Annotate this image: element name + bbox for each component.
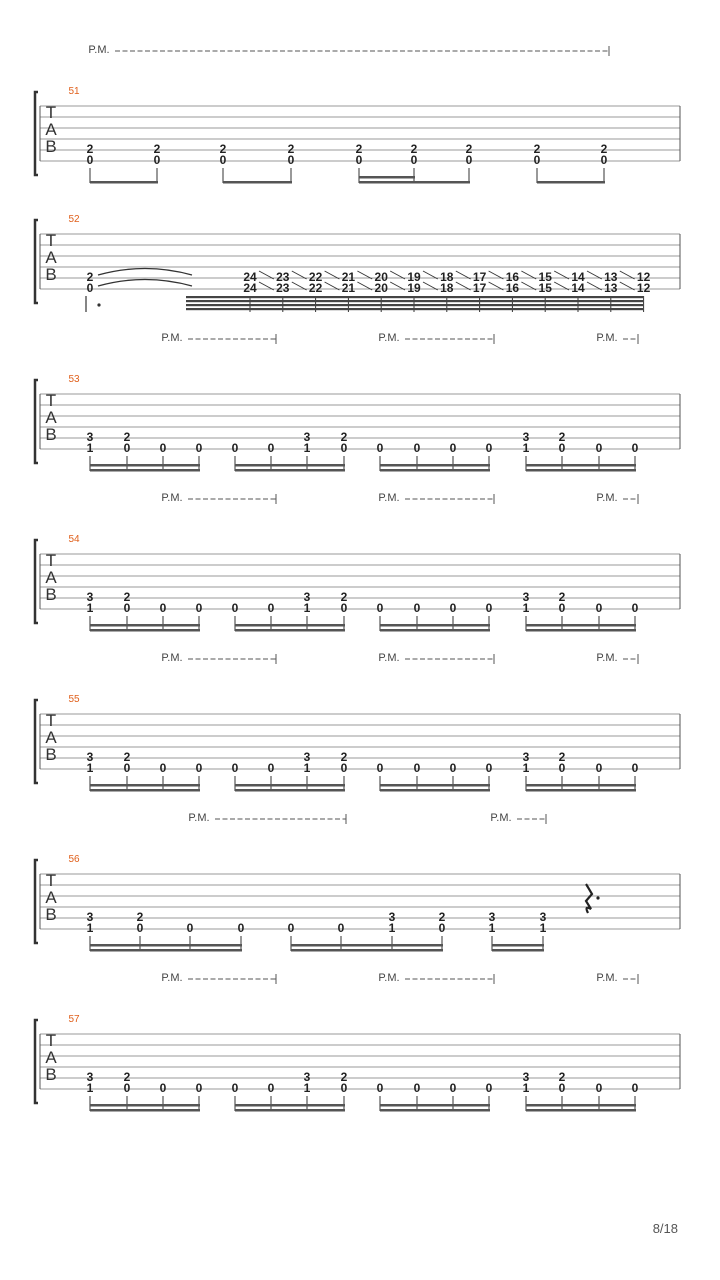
fret-number: 1 [303,441,311,455]
fret-number: 2 [558,750,566,764]
tie-arc [98,280,192,287]
palm-mute-label: P.M. [378,492,400,504]
beam [235,629,345,632]
palm-mute-label: P.M. [161,652,183,664]
beam [380,464,490,467]
fret-number: 3 [522,590,530,604]
beam [235,784,345,787]
fret-number: 0 [410,153,418,167]
fret-number: 0 [595,1081,603,1095]
fret-number: 0 [595,601,603,615]
fret-number: 2 [340,750,348,764]
palm-mute-label: P.M. [161,972,183,984]
system-bracket [35,92,38,175]
palm-mute-label: P.M. [596,332,618,344]
beam [492,944,544,947]
fret-number: 0 [267,601,275,615]
fret-number: 0 [449,441,457,455]
fret-number: 2 [340,590,348,604]
fret-number: 0 [337,921,345,935]
fret-number: 13 [604,270,618,284]
measure-57 [35,972,680,1112]
tab-clef-letter: A [45,248,57,267]
tab-clef-letter: B [45,265,57,284]
fret-number: 2 [558,590,566,604]
fret-number: 21 [341,270,356,284]
beam [492,949,544,952]
dotted-quarter-rest [586,884,592,913]
beam [90,789,200,792]
fret-number: 0 [485,1081,493,1095]
fret-number: 0 [340,761,348,775]
fret-number: 22 [308,281,323,295]
fret-number: 1 [303,761,311,775]
fret-number: 3 [522,750,530,764]
fret-number: 1 [86,921,94,935]
fret-number: 17 [472,270,487,284]
fret-number: 0 [231,761,239,775]
fret-number: 1 [522,601,530,615]
beam [526,469,636,472]
beam [235,789,345,792]
tab-clef-letter: B [45,137,57,156]
fret-number: 2 [558,430,566,444]
measure-56 [35,812,680,952]
fret-number: 0 [195,761,203,775]
beam [186,304,643,306]
fret-number: 0 [631,601,639,615]
tab-clef-letter: B [45,425,57,444]
fret-number: 13 [604,281,618,295]
beam [380,789,490,792]
page-number: 8/18 [652,1221,678,1236]
fret-number: 0 [413,1081,421,1095]
fret-number: 1 [522,1081,530,1095]
palm-mute-label: P.M. [161,492,183,504]
measure-54 [35,492,680,632]
beam [90,784,200,787]
fret-number: 0 [376,441,384,455]
fret-number: 1 [86,441,94,455]
beam [526,464,636,467]
fret-number: 1 [388,921,396,935]
fret-number: 3 [522,430,530,444]
fret-number: 0 [237,921,245,935]
fret-number: 23 [276,281,290,295]
fret-number: 14 [571,281,585,295]
fret-number: 15 [538,270,552,284]
fret-number: 2 [558,1070,566,1084]
measure-number: 56 [68,854,80,865]
tab-clef-letter: A [45,120,57,139]
system-bracket [35,700,38,783]
tie-arc [98,269,192,276]
fret-number: 0 [123,601,131,615]
fret-number: 0 [231,441,239,455]
fret-number: 2 [123,590,131,604]
fret-number: 3 [303,430,311,444]
fret-number: 12 [636,281,651,295]
fret-number: 0 [413,601,421,615]
fret-number: 1 [522,761,530,775]
beam [235,1109,345,1112]
fret-number: 0 [159,1081,167,1095]
fret-number: 1 [303,1081,311,1095]
beam [291,949,443,952]
beam [90,949,242,952]
fret-number: 0 [195,441,203,455]
fret-number: 2 [123,750,131,764]
fret-number: 3 [303,750,311,764]
fret-number: 0 [449,1081,457,1095]
fret-number: 18 [440,270,454,284]
system-bracket [35,860,38,943]
fret-number: 2 [123,1070,131,1084]
beam [90,629,200,632]
tab-clef-letter: A [45,568,57,587]
fret-number: 0 [631,761,639,775]
fret-number: 0 [86,281,94,295]
fret-number: 20 [374,281,388,295]
palm-mute-label: P.M. [596,972,618,984]
fret-number: 24 [243,270,257,284]
measure-number: 57 [68,1014,80,1025]
fret-number: 1 [539,921,547,935]
fret-number: 12 [636,270,651,284]
fret-number: 0 [267,441,275,455]
beam [526,784,636,787]
fret-number: 0 [340,1081,348,1095]
beam [526,789,636,792]
fret-number: 0 [376,761,384,775]
palm-mute-label: P.M. [596,492,618,504]
beam [526,1109,636,1112]
fret-number: 0 [186,921,194,935]
fret-number: 0 [631,1081,639,1095]
fret-number: 2 [340,430,348,444]
fret-number: 2 [600,142,608,156]
fret-number: 3 [522,1070,530,1084]
fret-number: 3 [303,590,311,604]
beam [380,629,490,632]
fret-number: 1 [86,601,94,615]
fret-number: 1 [86,761,94,775]
beam [90,624,200,627]
fret-number: 0 [600,153,608,167]
beam [526,629,636,632]
tab-clef-letter: T [45,1031,57,1050]
fret-number: 0 [631,441,639,455]
beam [291,944,443,947]
beam [90,944,242,947]
tab-clef-letter: T [45,711,57,730]
fret-number: 0 [558,761,566,775]
fret-number: 0 [267,761,275,775]
fret-number: 3 [86,750,94,764]
fret-number: 3 [86,910,94,924]
fret-number: 17 [472,281,487,295]
fret-number: 0 [231,1081,239,1095]
tab-clef-letter: A [45,408,57,427]
fret-number: 0 [485,601,493,615]
fret-number: 3 [86,430,94,444]
fret-number: 0 [558,441,566,455]
fret-number: 2 [438,910,446,924]
beam [235,1104,345,1107]
measure-number: 51 [68,86,80,97]
fret-number: 0 [136,921,144,935]
fret-number: 0 [231,601,239,615]
system-bracket [35,1020,38,1103]
tab-clef-letter: B [45,585,57,604]
fret-number: 0 [159,601,167,615]
measure-number: 54 [68,534,80,545]
fret-number: 0 [558,1081,566,1095]
fret-number: 0 [123,441,131,455]
measure-52 [35,214,680,312]
beam [90,469,200,472]
fret-number: 0 [123,761,131,775]
fret-number: 18 [440,281,454,295]
fret-number: 0 [267,1081,275,1095]
beam [359,181,415,184]
beam [90,464,200,467]
palm-mute-label: P.M. [88,44,110,56]
fret-number: 20 [374,270,388,284]
fret-number: 2 [410,142,418,156]
fret-number: 19 [407,281,421,295]
dot [596,896,599,899]
tab-clef-letter: B [45,745,57,764]
beam [186,300,643,302]
fret-number: 0 [485,441,493,455]
palm-mute-label: P.M. [378,652,400,664]
system-bracket [35,380,38,463]
fret-number: 0 [195,1081,203,1095]
tab-clef-letter: B [45,905,57,924]
fret-number: 2 [465,142,473,156]
beam [414,181,470,184]
fret-number: 0 [465,153,473,167]
beam [235,469,345,472]
tab-clef-letter: A [45,1048,57,1067]
fret-number: 3 [388,910,396,924]
beam [235,624,345,627]
palm-mute-label: P.M. [188,812,210,824]
fret-number: 0 [558,601,566,615]
fret-number: 0 [438,921,446,935]
beam [235,464,345,467]
fret-number: 0 [195,601,203,615]
tab-clef-letter: T [45,551,57,570]
beam [380,784,490,787]
fret-number: 19 [407,270,421,284]
fret-number: 0 [413,761,421,775]
fret-number: 16 [505,281,520,295]
measure-number: 55 [68,694,80,705]
beam [186,296,643,298]
tab-clef-letter: A [45,728,57,747]
fret-number: 0 [219,153,227,167]
fret-number: 2 [86,142,94,156]
fret-number: 3 [488,910,496,924]
fret-number: 3 [86,590,94,604]
beam [359,176,415,179]
fret-number: 22 [308,270,323,284]
system-bracket [35,220,38,303]
fret-number: 24 [243,281,257,295]
beam [537,181,605,184]
fret-number: 15 [538,281,552,295]
dot [97,303,100,306]
fret-number: 2 [533,142,541,156]
fret-number: 0 [340,601,348,615]
fret-number: 3 [303,1070,311,1084]
palm-mute-label: P.M. [378,332,400,344]
fret-number: 0 [449,601,457,615]
beam [380,624,490,627]
fret-number: 0 [413,441,421,455]
fret-number: 0 [153,153,161,167]
fret-number: 0 [159,761,167,775]
fret-number: 1 [522,441,530,455]
palm-mute-label: P.M. [490,812,512,824]
measure-number: 52 [68,214,80,225]
measure-51 [35,44,680,184]
measure-53 [35,332,680,472]
beam [90,181,158,184]
fret-number: 2 [287,142,295,156]
fret-number: 1 [86,1081,94,1095]
fret-number: 2 [340,1070,348,1084]
beam [90,1109,200,1112]
fret-number: 0 [86,153,94,167]
fret-number: 16 [505,270,520,284]
palm-mute-label: P.M. [161,332,183,344]
tab-clef-letter: B [45,1065,57,1084]
tab-clef-letter: T [45,103,57,122]
tab-clef-letter: T [45,231,57,250]
fret-number: 0 [376,1081,384,1095]
fret-number: 3 [86,1070,94,1084]
fret-number: 0 [485,761,493,775]
fret-number: 0 [287,921,295,935]
fret-number: 0 [123,1081,131,1095]
tab-clef-letter: A [45,888,57,907]
fret-number: 0 [287,153,295,167]
fret-number: 2 [136,910,144,924]
fret-number: 2 [86,270,94,284]
fret-number: 14 [571,270,585,284]
beam [186,308,643,310]
beam [90,1104,200,1107]
beam [223,181,292,184]
tab-clef-letter: T [45,871,57,890]
fret-number: 2 [219,142,227,156]
fret-number: 2 [355,142,363,156]
fret-number: 1 [488,921,496,935]
beam [380,1104,490,1107]
fret-number: 21 [341,281,356,295]
fret-number: 0 [595,441,603,455]
fret-number: 2 [153,142,161,156]
fret-number: 0 [355,153,363,167]
palm-mute-label: P.M. [596,652,618,664]
fret-number: 1 [303,601,311,615]
beam [380,469,490,472]
fret-number: 3 [539,910,547,924]
beam [526,624,636,627]
beam [380,1109,490,1112]
beam [526,1104,636,1107]
fret-number: 2 [123,430,131,444]
palm-mute-label: P.M. [378,972,400,984]
fret-number: 0 [449,761,457,775]
fret-number: 0 [533,153,541,167]
fret-number: 0 [595,761,603,775]
tab-clef-letter: T [45,391,57,410]
fret-number: 0 [340,441,348,455]
measure-number: 53 [68,374,80,385]
fret-number: 0 [159,441,167,455]
measure-55 [35,652,680,792]
fret-number: 0 [376,601,384,615]
fret-number: 23 [276,270,290,284]
system-bracket [35,540,38,623]
